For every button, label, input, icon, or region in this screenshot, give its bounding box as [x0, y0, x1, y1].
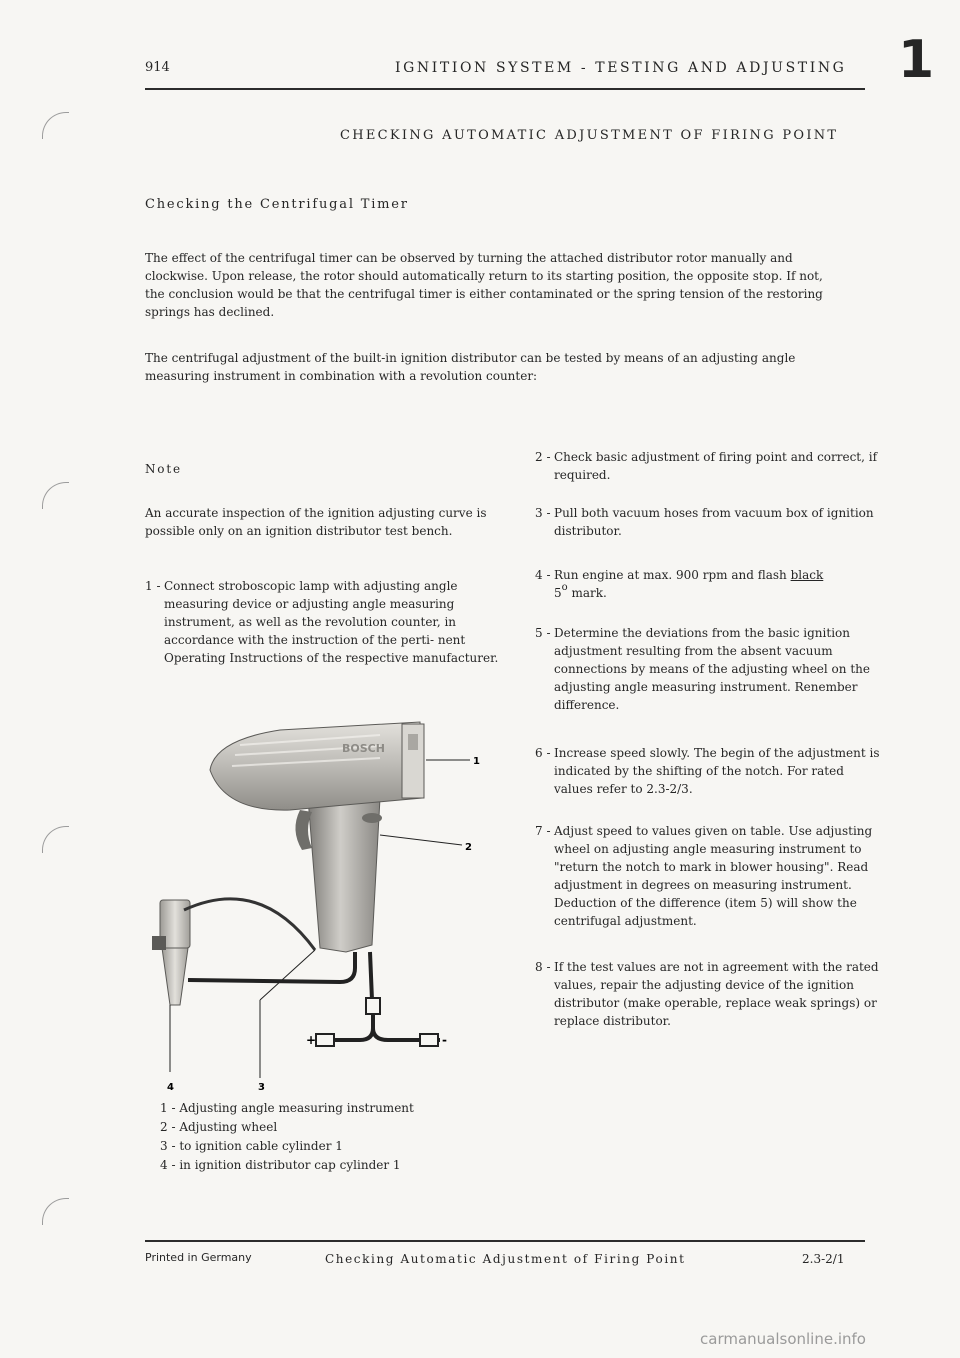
supply-cable-shape — [370, 952, 372, 1000]
pickup-jaw-shape — [152, 936, 166, 950]
step-7 — [535, 822, 880, 930]
step-number: 5 - — [535, 626, 551, 640]
step-number: 3 - — [535, 506, 551, 520]
callout-1: 1 — [473, 756, 480, 767]
step-number: 4 - — [535, 568, 551, 582]
figure-captions — [160, 1099, 414, 1175]
page-number: 914 — [145, 60, 170, 75]
step-text: Pull both vacuum hoses from vacuum box of ignition distributor. — [554, 506, 874, 538]
adjusting-instrument-display-shape — [408, 734, 418, 750]
step-text: Increase speed slowly. The begin of the adjustment is indicated by the shifting of the notch. For rated values refer to 2.3-2/3. — [554, 746, 880, 796]
caption-item: 3 - to ignition cable cylinder 1 — [160, 1139, 343, 1153]
caption-item: 4 - in ignition distributor cap cylinder 1 — [160, 1158, 401, 1172]
section-heading: CHECKING AUTOMATIC ADJUSTMENT OF FIRING POINT — [340, 128, 839, 143]
degree-value: 5 — [554, 586, 562, 600]
callout-3: 3 — [258, 1082, 265, 1090]
chapter-number: 1 — [898, 30, 935, 90]
footer-section-title: Checking Automatic Adjustment of Firing Point — [325, 1252, 686, 1266]
step-number: 7 - — [535, 824, 551, 838]
punch-hole-mark — [42, 1198, 69, 1225]
step-3 — [535, 504, 880, 540]
note-label: Note — [145, 462, 182, 476]
step-number: 6 - — [535, 746, 551, 760]
step-text — [554, 566, 880, 604]
positive-clip-shape — [316, 1034, 334, 1046]
trigger-shape — [295, 810, 312, 850]
punch-hole-mark — [42, 482, 69, 509]
callout-4: 4 — [167, 1082, 174, 1090]
negative-sign: - — [442, 1033, 447, 1047]
punch-hole-mark — [42, 826, 69, 853]
degree-symbol: o — [561, 582, 568, 593]
intro-paragraph: The effect of the centrifugal timer can be observed by turning the attached distributor rotor manually and clockwise. Upon release, the rotor should automatically return to its starting position, the opposite stop. If not, the conclusion would be that the centrifugal timer is either contaminated or the spring tension of the restoring springs has declined. — [145, 251, 823, 319]
footer-printed-in: Printed in Germany — [145, 1251, 252, 1264]
cable-to-cylinder-shape — [188, 952, 355, 982]
step-2 — [535, 448, 880, 484]
step-5 — [535, 624, 880, 714]
footer-rule — [145, 1240, 865, 1242]
caption-item: 2 - Adjusting wheel — [160, 1120, 278, 1134]
brand-logo-text: BOSCH — [342, 742, 385, 755]
pickup-nose-shape — [162, 948, 188, 1005]
step-number: 1 - — [145, 579, 161, 593]
step-text: Connect stroboscopic lamp with adjusting angle measuring device or adjusting angle measuring instrument, as well as the revolution counter, in accordance with the instruction of the perti- nent Operating Instructions of the respective manufacturer. — [164, 579, 499, 665]
step-1 — [145, 577, 505, 667]
negative-clip-shape — [420, 1034, 438, 1046]
watermark-text: carmanualsonline.info — [700, 1330, 866, 1348]
cable-junction-box-shape — [366, 998, 380, 1014]
leader-line-2 — [380, 835, 462, 845]
callout-2: 2 — [465, 842, 472, 853]
sub-heading: Checking the Centrifugal Timer — [145, 197, 409, 212]
step-text: Check basic adjustment of firing point and correct, if required. — [554, 450, 878, 482]
leader-line-3b — [260, 950, 315, 1000]
adjusting-wheel-shape — [362, 813, 382, 823]
timing-light-figure — [140, 700, 490, 1090]
running-header-title: IGNITION SYSTEM - TESTING AND ADJUSTING — [395, 60, 847, 76]
header-rule — [145, 88, 865, 90]
step-6 — [535, 744, 880, 798]
step-text: Determine the deviations from the basic ignition adjustment resulting from the absent vacuum connections by means of the adjusting wheel on the adjusting angle measuring instrument. Renember difference. — [554, 626, 870, 712]
step-text: If the test values are not in agreement with the rated values, repair the adjusting device of the ignition distributor (make operable, replace weak springs) or replace distributor. — [554, 960, 879, 1028]
method-paragraph: The centrifugal adjustment of the built-in ignition distributor can be tested by means of an adjusting angle measuring instrument in combination with a revolution counter: — [145, 351, 796, 383]
steps-right-column — [535, 448, 880, 1050]
step-8 — [535, 958, 880, 1030]
step-text-part: mark. — [567, 586, 607, 600]
step-text: Adjust speed to values given on table. Use adjusting wheel on adjusting angle measuring instrument to "return the notch to mark in blower housing". Read adjustment in degrees on measuring instrument. Deduction of the difference (item 5) will show the centrifugal adjustment. — [554, 824, 873, 928]
caption-item: 1 - Adjusting angle measuring instrument — [160, 1101, 414, 1115]
footer-section-number: 2.3-2/1 — [802, 1252, 845, 1266]
step-number: 2 - — [535, 450, 551, 464]
step-4 — [535, 566, 880, 604]
underlined-word: black — [790, 568, 824, 582]
note-text: An accurate inspection of the ignition adjusting curve is possible only on an ignition distributor test bench. — [145, 506, 487, 538]
pickup-cable-shape — [184, 899, 315, 950]
punch-hole-mark — [42, 112, 69, 139]
positive-sign: + — [306, 1033, 317, 1047]
step-text-part: Run engine at max. 900 rpm and flash — [554, 568, 791, 582]
step-number: 8 - — [535, 960, 551, 974]
